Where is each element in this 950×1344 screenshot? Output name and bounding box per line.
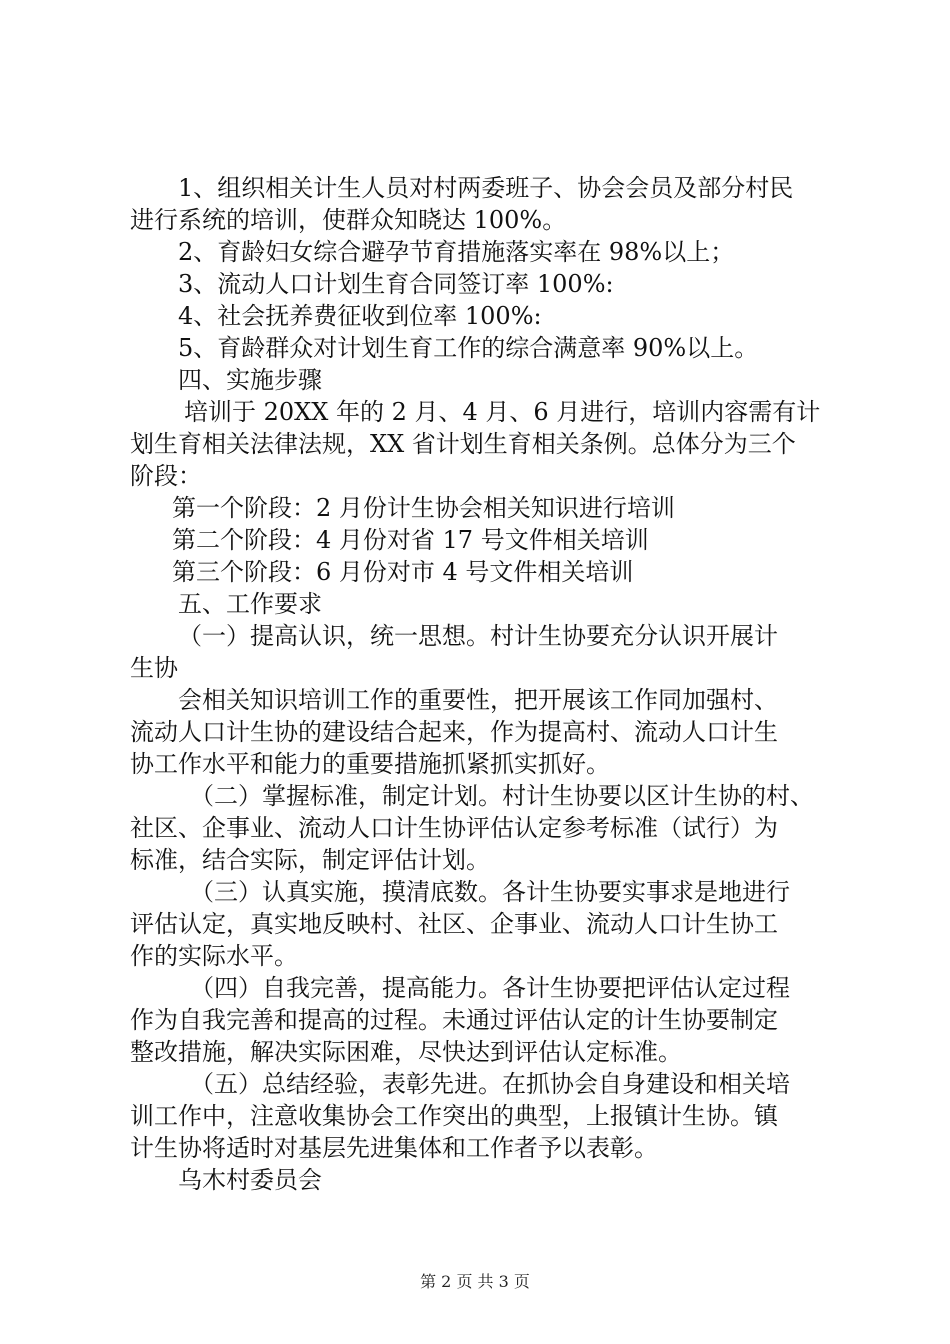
paragraph-line: 整改措施，解决实际困难，尽快达到评估认定标准。 (130, 1038, 682, 1066)
paragraph-line: 3、流动人口计划生育合同签订率 100%: (178, 270, 614, 298)
paragraph-line: 作为自我完善和提高的过程。未通过评估认定的计生协要制定 (130, 1006, 778, 1034)
paragraph-line: 会相关知识培训工作的重要性，把开展该工作同加强村、 (178, 686, 778, 714)
paragraph-line: （四）自我完善，提高能力。各计生协要把评估认定过程 (190, 974, 790, 1002)
paragraph-line: 划生育相关法律法规，XX 省计划生育相关条例。总体分为三个 (130, 430, 796, 458)
paragraph-line: 社区、企事业、流动人口计生协评估认定参考标准（试行）为 (130, 814, 778, 842)
paragraph-line: （二）掌握标准，制定计划。村计生协要以区计生协的村、 (190, 782, 814, 810)
paragraph-line: 阶段： (130, 462, 202, 490)
paragraph-line: 2、育龄妇女综合避孕节育措施落实率在 98%以上； (178, 238, 735, 266)
paragraph-line: 标准，结合实际，制定评估计划。 (130, 846, 490, 874)
paragraph-line: 评估认定，真实地反映村、社区、企事业、流动人口计生协工 (130, 910, 778, 938)
paragraph-line: 1、组织相关计生人员对村两委班子、协会会员及部分村民 (178, 174, 794, 202)
paragraph-line: 第二个阶段：4 月份对省 17 号文件相关培训 (172, 526, 649, 554)
paragraph-line: 计生协将适时对基层先进集体和工作者予以表彰。 (130, 1134, 658, 1162)
paragraph-line: 进行系统的培训，使群众知晓达 100%。 (130, 206, 567, 234)
paragraph-line: 作的实际水平。 (130, 942, 298, 970)
paragraph-line: 训工作中，注意收集协会工作突出的典型，上报镇计生协。镇 (130, 1102, 778, 1130)
page-number-footer: 第 2 页 共 3 页 (420, 1272, 530, 1291)
paragraph-line: 协工作水平和能力的重要措施抓紧抓实抓好。 (130, 750, 610, 778)
signature-line: 乌木村委员会 (178, 1166, 322, 1194)
paragraph-line: 培训于 20XX 年的 2 月、4 月、6 月进行，培训内容需有计 (184, 398, 821, 426)
paragraph-line: 生协 (130, 654, 178, 682)
paragraph-line: 第一个阶段：2 月份计生协会相关知识进行培训 (172, 494, 675, 522)
paragraph-line: （三）认真实施，摸清底数。各计生协要实事求是地进行 (190, 878, 790, 906)
paragraph-line: 5、育龄群众对计划生育工作的综合满意率 90%以上。 (178, 334, 759, 362)
paragraph-line: 4、社会抚养费征收到位率 100%: (178, 302, 542, 330)
document-body (130, 172, 835, 1196)
paragraph-line: 第三个阶段：6 月份对市 4 号文件相关培训 (172, 558, 634, 586)
paragraph-line: （五）总结经验，表彰先进。在抓协会自身建设和相关培 (190, 1070, 790, 1098)
section-heading: 四、实施步骤 (178, 366, 322, 394)
section-heading: 五、工作要求 (178, 590, 322, 618)
paragraph-line: 流动人口计生协的建设结合起来，作为提高村、流动人口计生 (130, 718, 778, 746)
paragraph-line: （一）提高认识，统一思想。村计生协要充分认识开展计 (178, 622, 778, 650)
